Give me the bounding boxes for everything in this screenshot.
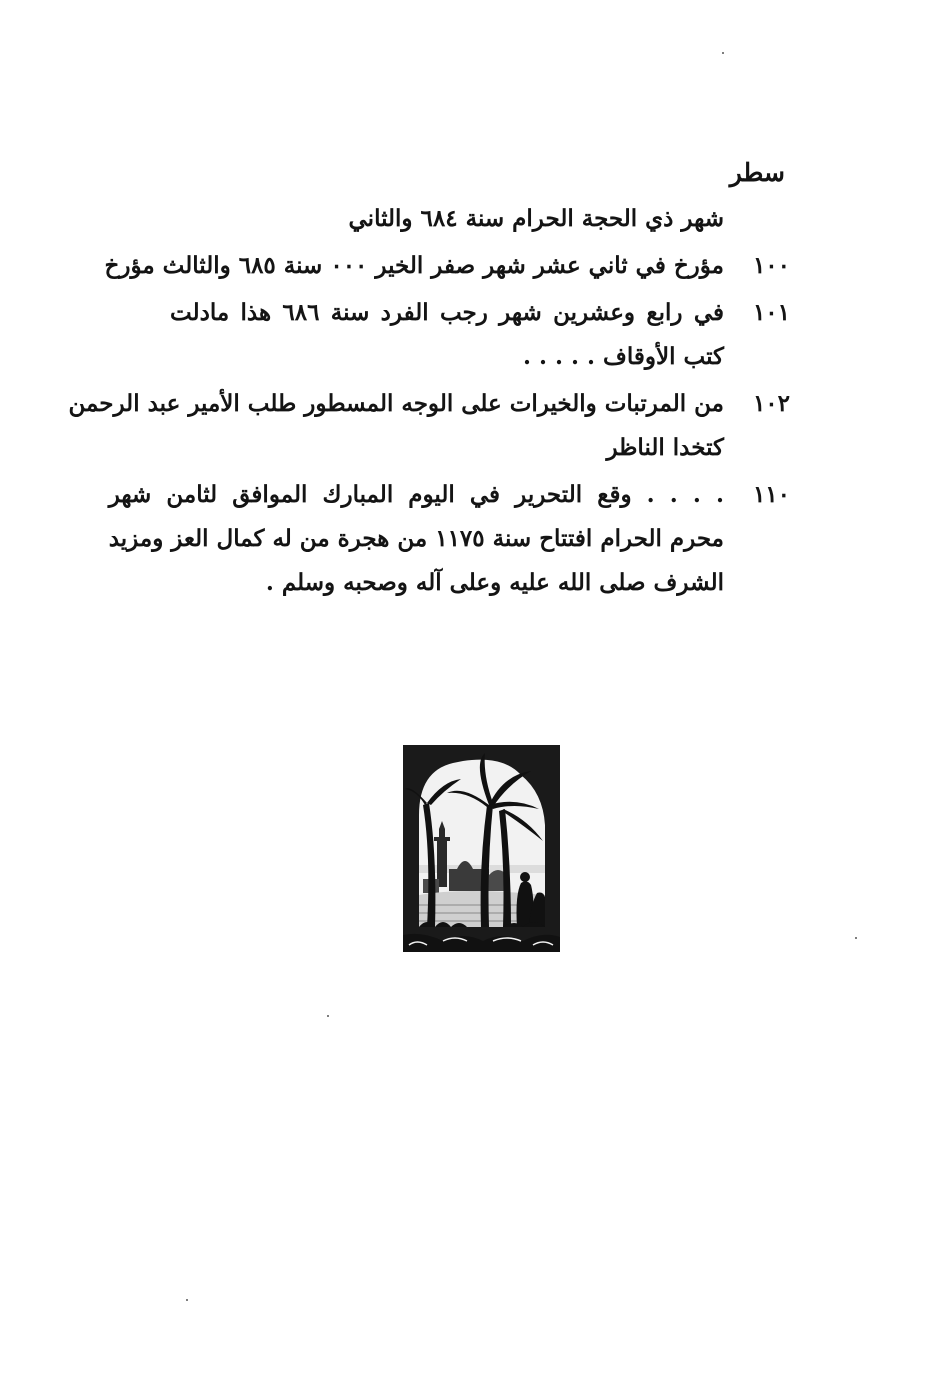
text-line: محرم الحرام افتتاح سنة ١١٧٥ من هجرة من له كمال العز ومزيد <box>108 525 724 552</box>
scan-speck <box>722 52 724 54</box>
text-line: . . . . وقع التحرير في اليوم المبارك الموافق لثامن شهر <box>108 481 724 508</box>
scan-speck <box>327 1015 329 1017</box>
text-block <box>68 197 790 608</box>
entry-text <box>170 197 724 241</box>
entry-text <box>170 291 724 379</box>
scan-speck <box>855 937 857 939</box>
palm-oasis-vignette-icon <box>403 745 560 952</box>
text-line: شهر ذي الحجة الحرام سنة ٦٨٤ والثاني <box>348 205 724 232</box>
entry <box>170 291 790 379</box>
entry <box>104 244 790 288</box>
text-line: في رابع وعشرين شهر رجب الفرد سنة ٦٨٦ هذا مادلت <box>170 299 724 326</box>
text-line: الشرف صلى الله عليه وعلى آله وصحبه وسلم . <box>265 569 724 596</box>
line-number: ١١٠ <box>752 481 790 508</box>
line-number: ١٠٠ <box>752 252 790 279</box>
text-line: كتخدا الناظر <box>606 434 724 461</box>
entry-text <box>109 473 724 605</box>
entry <box>170 197 790 241</box>
line-number: ١٠٢ <box>752 390 790 417</box>
entry <box>108 473 790 605</box>
entry-text <box>68 382 724 470</box>
text-line: مؤرخ في ثاني عشر شهر صفر الخير ٠٠٠ سنة ٦٨٥ والثالث مؤرخ <box>104 252 724 279</box>
line-number: ١٠١ <box>752 299 790 326</box>
text-line: من المرتبات والخيرات على الوجه المسطور طلب الأمير عبد الرحمن <box>68 390 724 417</box>
scan-speck <box>186 1299 188 1301</box>
entry-text <box>105 244 725 288</box>
entry <box>68 382 790 470</box>
text-line: كتب الأوقاف . . . . . <box>522 343 724 370</box>
line-column-header: سطر <box>729 158 785 187</box>
